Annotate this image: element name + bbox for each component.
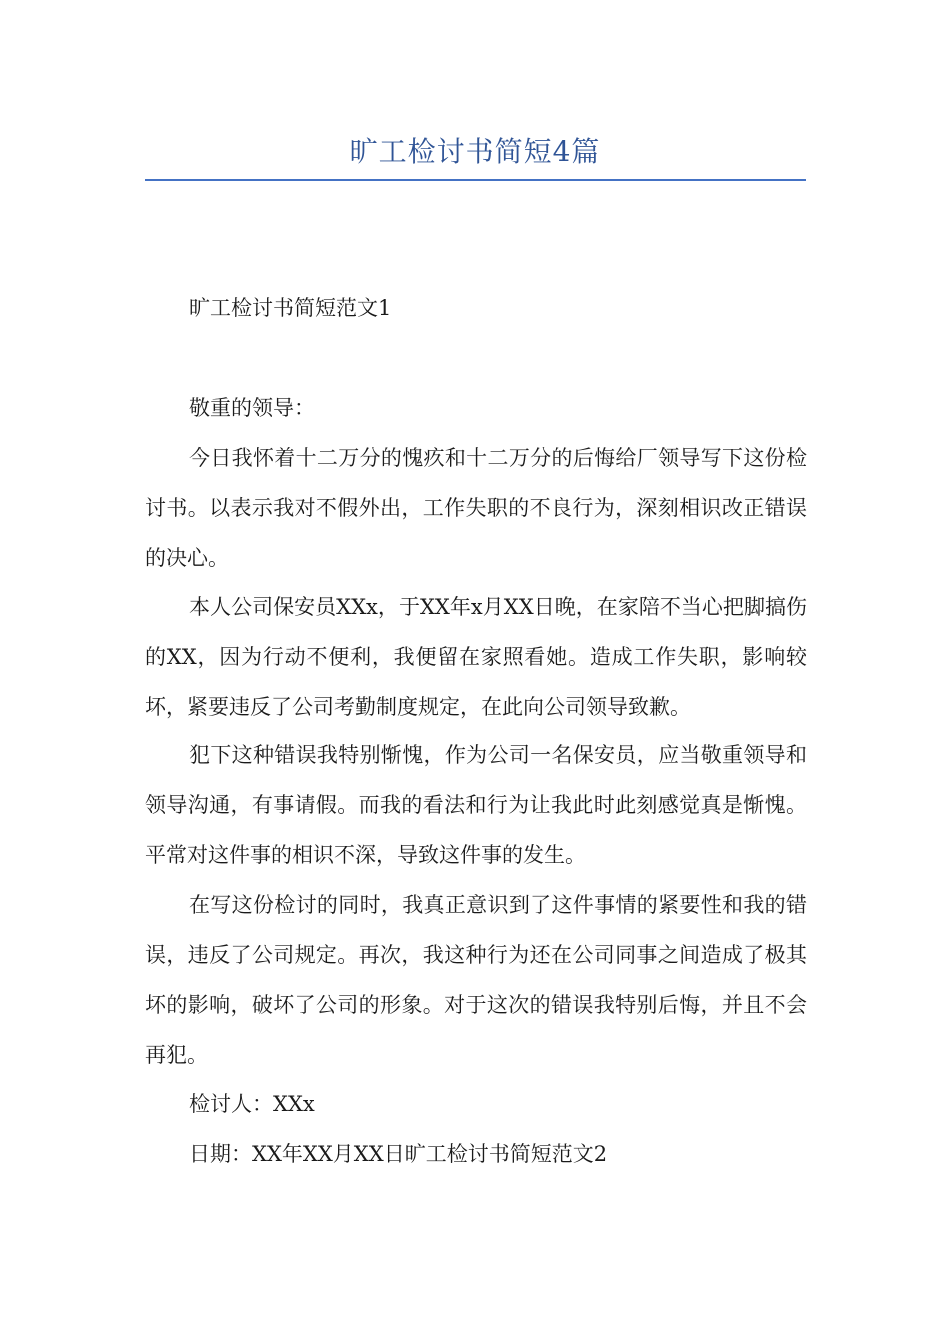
paragraph-text: 今日我怀着十二万分的愧疚和十二万分的后悔给厂领导写下这份检讨书。以表示我对不假外出，工作失职的不良行为，深刻相识改正错误的决心。 <box>145 446 807 570</box>
paragraph-2 <box>145 582 807 732</box>
paragraph-4 <box>145 880 807 1080</box>
title-underline <box>145 179 806 181</box>
signature: 检讨人：XXx <box>189 1092 315 1116</box>
paragraph-text: 本人公司保安员XXx，于XX年x月XX日晚，在家陪不当心把脚搞伤的XX，因为行动不便利，我便留在家照看她。造成工作失职，影响较坏，紧要违反了公司考勤制度规定，在此向公司领导致歉。 <box>145 595 807 719</box>
salutation: 敬重的领导： <box>189 396 315 420</box>
section-heading: 旷工检讨书简短范文1 <box>189 296 392 320</box>
paragraph-text: 在写这份检讨的同时，我真正意识到了这件事情的紧要性和我的错误，违反了公司规定。再次，我这种行为还在公司同事之间造成了极其坏的影响，破坏了公司的形象。对于这次的错误我特别后悔，并且不会再犯。 <box>145 893 807 1067</box>
paragraph-text: 犯下这种错误我特别惭愧，作为公司一名保安员，应当敬重领导和领导沟通，有事请假。而我的看法和行为让我此时此刻感觉真是惭愧。平常对这件事的相识不深，导致这件事的发生。 <box>145 743 807 867</box>
date-line: 日期：XX年XX月XX日旷工检讨书简短范文2 <box>189 1142 608 1166</box>
document-title: 旷工检讨书简短4篇 <box>349 135 601 168</box>
paragraph-3 <box>145 730 807 880</box>
paragraph-1 <box>145 433 807 583</box>
